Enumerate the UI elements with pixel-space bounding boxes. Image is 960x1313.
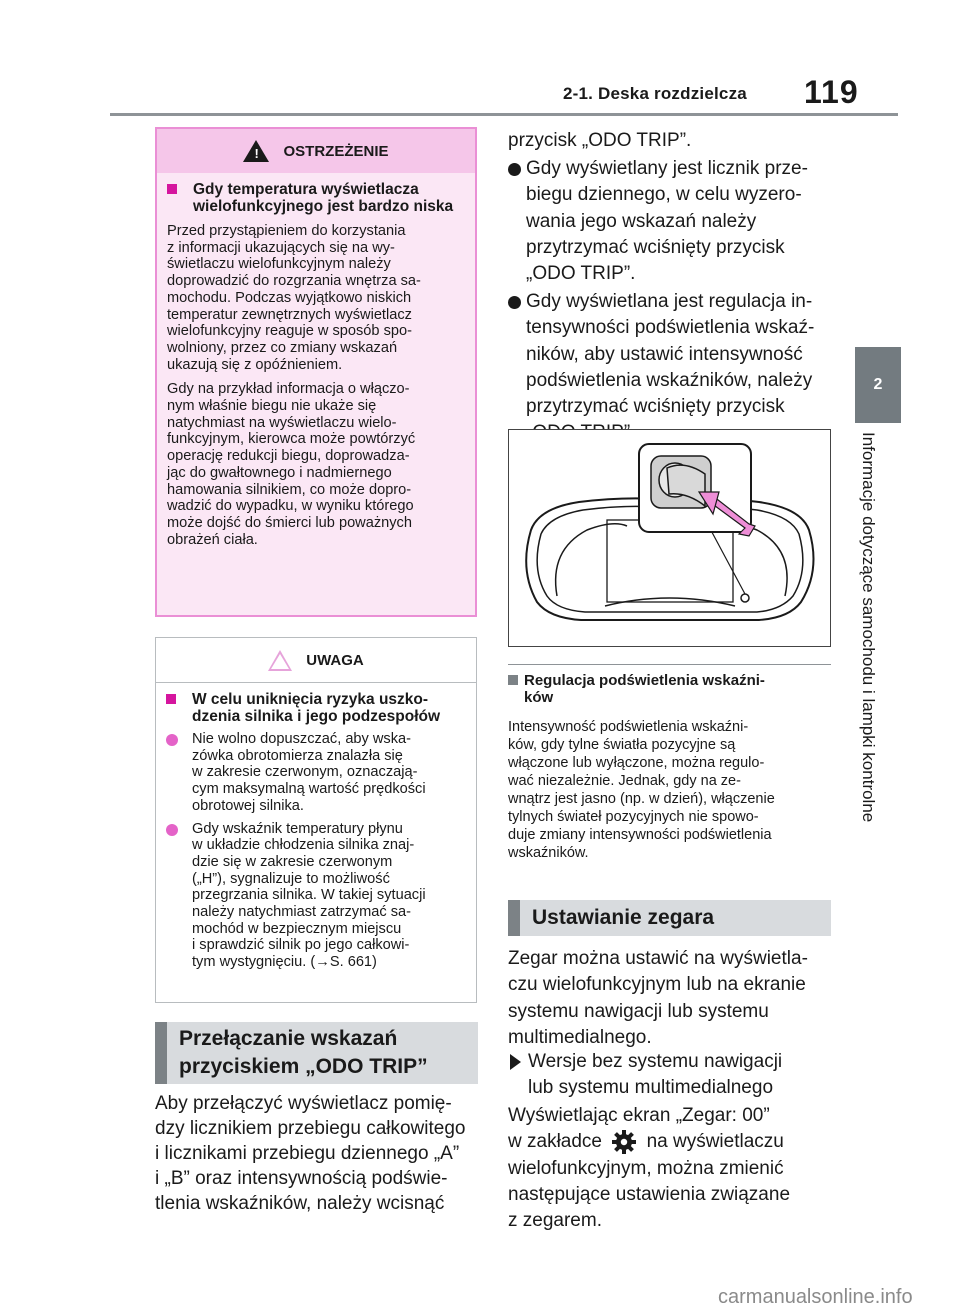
brightness-text: Intensywność podświetlenia wskaźni- ków, gdy tylne światła pozycyjne są włączone lub wyłączone, można regulo- wać niezależnie. Jednak, gdy na ze- wnątrz jest jasno (np. w dzień), włączenie tylnych świateł pozycyjnych nie spowo- duje zmiany intensywności podświetlenia wskaźników. xyxy=(508,719,775,861)
notice-header xyxy=(156,638,476,683)
notice-bullet-2: Gdy wskaźnik temperatury płynu w układzie chłodzenia silnika znaj- dzie się w zakresie czerwonym („H”), sygnalizuje to możliwość przegrzania silnika. W takiej sytuacji należy natychmiast zatrzymać sa- mochód w bezpiecznym miejscu i sprawdzić silnik po jego całkowi- tym wystygnięciu. (→S. 661) xyxy=(166,821,466,971)
warning-paragraph-2: Gdy na przykład informacja o włączo- nym właśnie biegu nie ukaże się natychmiast na wyświetlaczu wielo- funkcyjnym, kierowca może powtórzyć operację redukcji biegu, doprowadza- jąc do gwałtownego i nadmiernego hamowania silnikiem, co może dopro- wadzić do wypadku, w wyniku którego może dojść do śmierci lub poważnych obrażeń ciała. xyxy=(167,381,416,548)
chapter-tab xyxy=(855,347,901,423)
warning-icon: ! xyxy=(243,140,269,162)
odo-intro-text: Aby przełączyć wyświetlacz pomię- dzy licznikiem przebiegu całkowitego i licznikami przebiegu dziennego „A” i „B” oraz intensywnością podświe- tlenia wskaźników, należy wcisnąć xyxy=(155,1093,466,1214)
warning-subhead: Gdy temperatura wyświetlacza wielofunkcyjnego jest bardzo niska xyxy=(167,181,465,215)
chapter-label: Informacje dotyczące samochodu i lampki kontrolne xyxy=(859,432,878,823)
round-bullet-icon xyxy=(166,824,178,836)
caution-icon xyxy=(268,650,292,671)
notice-title: UWAGA xyxy=(306,651,364,669)
watermark: carmanualsonline.info xyxy=(718,1286,913,1308)
version-without-navigation: Wersje bez systemu nawigacji lub systemu multimedialnego xyxy=(508,1049,828,1102)
notice-subhead: W celu uniknięcia ryzyka uszko- dzenia silnika i jego podzespołów xyxy=(166,691,466,725)
instrument-cluster-illustration xyxy=(508,429,831,647)
notice-box xyxy=(155,637,477,1003)
square-bullet-icon xyxy=(166,694,176,704)
notice-bullet-1: Nie wolno dopuszczać, aby wska- zówka obrotomierza znalazła się w zakresie czerwonym, oznaczają- cym maksymalną wartość prędkości obrotowej silnika. xyxy=(166,731,466,815)
round-bullet-icon xyxy=(166,734,178,746)
section-heading-clock: Ustawianie zegara xyxy=(508,900,831,936)
section-heading-odo-trip: Przełączanie wskazań przyciskiem „ODO TRIP” xyxy=(155,1022,478,1084)
triangle-bullet-icon xyxy=(510,1054,521,1070)
warning-title: OSTRZEŻENIE xyxy=(283,142,389,160)
clock-settings-text: Wyświetlając ekran „Zegar: 00” w zakładce na wyświetlaczu wielofunkcyjnym, można zmienić następujące ustawienia związane z zegarem. xyxy=(508,1105,791,1232)
cluster-drawing xyxy=(509,430,830,646)
round-bullet-icon xyxy=(508,163,521,176)
brightness-subheading: Regulacja podświetlenia wskaźni- ków xyxy=(508,672,828,706)
warning-header xyxy=(157,129,475,173)
chapter-number: 2 xyxy=(873,376,883,393)
square-bullet-icon xyxy=(167,184,177,194)
header-rule xyxy=(110,113,898,116)
odo-bullet-brightness: Gdy wyświetlana jest regulacja in- tensywności podświetlenia wskaź- ników, aby ustawić intensywność podświetlenia wskaźników, należy przytrzymać wciśnięty przycisk xyxy=(508,289,838,447)
page-number: 119 xyxy=(804,74,859,110)
figure-rule xyxy=(508,664,831,665)
round-bullet-icon xyxy=(508,296,521,309)
odo-bullet-reset: Gdy wyświetlany jest licznik prze- biegu dziennego, w celu wyzero- wania jego wskazań należy przytrzymać wciśnięty przycisk „ODO TRIP”. xyxy=(508,156,838,287)
warning-box xyxy=(155,127,477,617)
clock-intro-text: Zegar można ustawić na wyświetla- czu wielofunkcyjnym lub na ekranie systemu nawigacji lub systemu multimedialnego. xyxy=(508,948,808,1048)
odo-intro-continued: przycisk „ODO TRIP”. xyxy=(508,130,692,151)
warning-paragraph-1: Przed przystąpieniem do korzystania z informacji ukazujących się na wy- świetlaczu wielofunkcyjnym należy doprowadzić do rozgrzania wnętrza sa- mochodu. Podczas wyjątkowo niskich temperatur zewnętrznych wyświetlacz wielofunkcyjny reaguje w sposób spo- wolniony, przez co zmiany wskazań ukazują się z opóźnieniem. xyxy=(167,223,421,373)
square-bullet-icon xyxy=(508,675,518,685)
section-header: 2-1. Deska rozdzielcza xyxy=(563,84,747,103)
gear-icon xyxy=(611,1129,637,1155)
